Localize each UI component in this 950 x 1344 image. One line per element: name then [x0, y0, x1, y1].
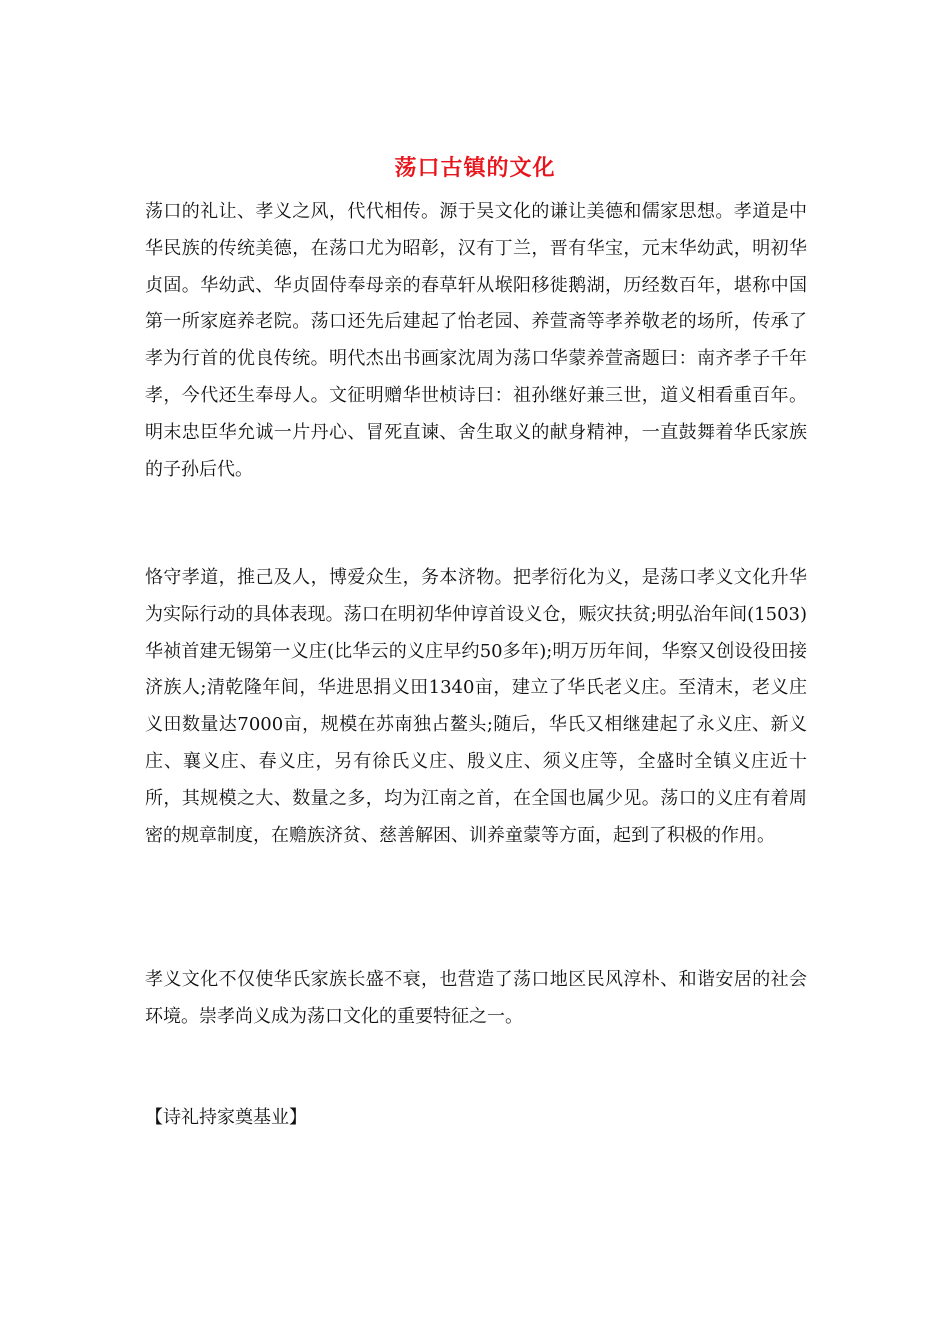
paragraph-culture-summary: 孝义文化不仅使华氏家族长盛不衰，也营造了荡口地区民风淳朴、和谐安居的社会环境。崇孝尚义成为荡口文化的重要特征之一。 — [145, 969, 807, 1027]
section-heading-poetry-rites: 【诗礼持家奠基业】 — [145, 1107, 307, 1128]
paragraph-charity-estates: 恪守孝道，推己及人，博爱众生，务本济物。把孝衍化为义，是荡口孝义文化升华为实际行动的具体表现。荡口在明初华仲谆首设义仓，赈灾扶贫;明弘治年间(1503)华祯首建无锡第一义庄(比华云的义庄早约50多年);明万历年间，华察又创设役田接济族人;清乾隆年间，华进思捐义田1340亩，建立了华氏老义庄。至清末，老义庄义田数量达7000亩，规模在苏南独占鳌头;随后，华氏又相继建起了永义庄、新义庄、襄义庄、春义庄，另有徐氏义庄、殷义庄、须义庄等，全盛时全镇义庄近十所，其规模之大、数量之多，均为江南之首，在全国也属少见。荡口的义庄有着周密的规章制度，在赡族济贫、慈善解困、训养童蒙等方面，起到了积极的作用。 — [145, 567, 807, 846]
paragraph-filial-piety: 荡口的礼让、孝义之风，代代相传。源于吴文化的谦让美德和儒家思想。孝道是中华民族的传统美德，在荡口尤为昭彰，汉有丁兰，晋有华宝，元末华幼武，明初华贞固。华幼武、华贞固侍奉母亲的春草轩从堠阳移徙鹅湖，历经数百年，堪称中国第一所家庭养老院。荡口还先后建起了怡老园、养萱斋等孝养敬老的场所，传承了孝为行首的优良传统。明代杰出书画家沈周为荡口华蒙养萱斋题曰：南齐孝子千年孝，今代还生奉母人。文征明赠华世桢诗曰：祖孙继好兼三世，道义相看重百年。明末忠臣华允诚一片丹心、冒死直谏、舍生取义的献身精神，一直鼓舞着华氏家族的子孙后代。 — [145, 201, 807, 480]
document-title: 荡口古镇的文化 — [394, 155, 556, 181]
